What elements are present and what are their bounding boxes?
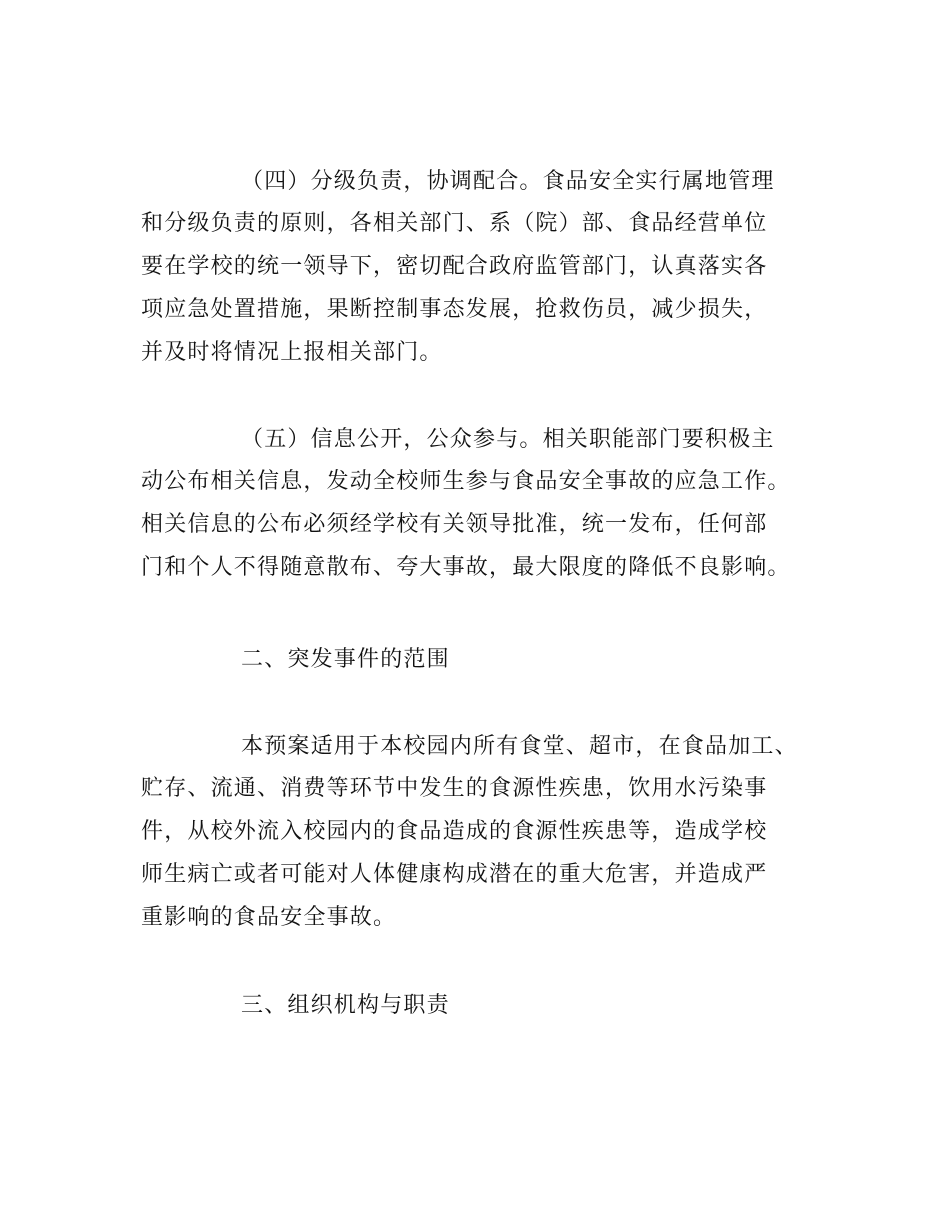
paragraph-line: 重影响的食品安全事故。 bbox=[141, 905, 397, 930]
paragraph-line: 项应急处置措施，果断控制事态发展，抢救伤员，减少损失， bbox=[141, 297, 768, 322]
section-heading-scope: 二、突发事件的范围 bbox=[241, 647, 450, 672]
paragraph-line: 件，从校外流入校园内的食品造成的食源性疾患等，造成学校 bbox=[141, 819, 768, 844]
paragraph-line: 要在学校的统一领导下，密切配合政府监管部门，认真落实各 bbox=[141, 254, 768, 279]
paragraph-line: 本预案适用于本校园内所有食堂、超市，在食品加工、 bbox=[241, 734, 798, 759]
section-heading-organization: 三、组织机构与职责 bbox=[241, 993, 450, 1018]
paragraph-line: 师生病亡或者可能对人体健康构成潜在的重大危害，并造成严 bbox=[141, 862, 768, 887]
paragraph-line: 并及时将情况上报相关部门。 bbox=[141, 340, 443, 365]
paragraph-line: （五）信息公开，公众参与。相关职能部门要积极主 bbox=[241, 427, 775, 452]
paragraph-line: 动公布相关信息，发动全校师生参与食品安全事故的应急工作。 bbox=[141, 469, 791, 494]
paragraph-line: 相关信息的公布必须经学校有关领导批准，统一发布，任何部 bbox=[141, 512, 768, 537]
paragraph-line: 贮存、流通、消费等环节中发生的食源性疾患，饮用水污染事 bbox=[141, 776, 768, 801]
paragraph-line: 门和个人不得随意散布、夸大事故，最大限度的降低不良影响。 bbox=[141, 555, 791, 580]
paragraph-line: （四）分级负责，协调配合。食品安全实行属地管理 bbox=[241, 169, 775, 194]
paragraph-line: 和分级负责的原则，各相关部门、系（院）部、食品经营单位 bbox=[141, 211, 768, 236]
